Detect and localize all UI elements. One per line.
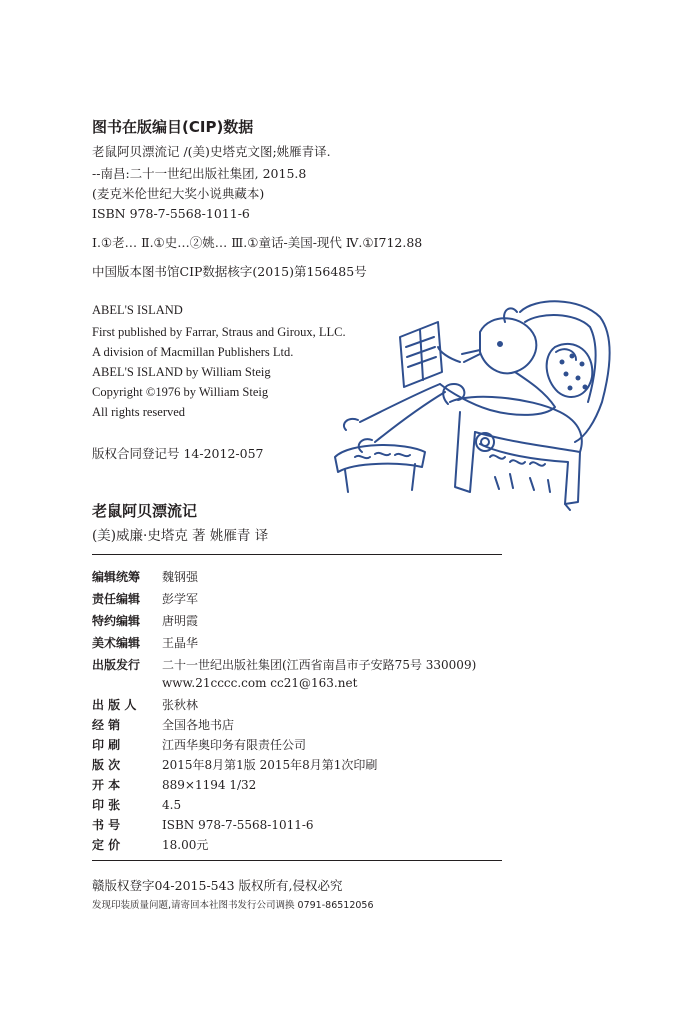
mouse-armchair-illustration (330, 292, 620, 512)
detail-label: 开 本 (92, 778, 121, 792)
detail-value: 18.00元 (162, 838, 209, 852)
detail-value: 全国各地书店 (162, 718, 235, 732)
detail-value: 889×1194 1/32 (162, 778, 257, 792)
en-line-4: ABEL'S ISLAND by William Steig (92, 365, 271, 379)
detail-value: 江西华奥印务有限责任公司 (162, 738, 307, 752)
detail-label: 书 号 (92, 818, 121, 832)
detail-value: 王晶华 (162, 636, 199, 650)
detail-row (92, 736, 306, 753)
detail-label: 印 刷 (92, 738, 121, 752)
cip-title: 图书在版编目(CIP)数据 (92, 118, 254, 136)
detail-label: 特约编辑 (92, 614, 141, 628)
cip-line-1: 老鼠阿贝漂流记 /(美)史塔克文图;姚雁青译. (92, 144, 331, 159)
detail-row (92, 590, 198, 607)
detail-label: 出 版 人 (92, 698, 137, 712)
detail-label: 经 销 (92, 718, 121, 732)
detail-value: 魏钢强 (162, 570, 199, 584)
detail-row (92, 612, 198, 629)
book-authors: (美)威廉·史塔克 著 姚雁青 译 (92, 528, 269, 544)
detail-row (92, 816, 314, 833)
cip-line-6: 中国版本图书馆CIP数据核字(2015)第156485号 (92, 264, 367, 279)
detail-row (92, 676, 357, 690)
divider-top (92, 554, 502, 555)
detail-value: 唐明霞 (162, 614, 199, 628)
book-title: 老鼠阿贝漂流记 (92, 502, 198, 520)
detail-label: 定 价 (92, 838, 121, 852)
detail-row (92, 656, 476, 673)
detail-row (92, 776, 256, 793)
detail-label: 印 张 (92, 798, 121, 812)
quality-notice: 发现印装质量问题,请寄回本社图书发行公司调换 0791-86512056 (92, 900, 374, 911)
detail-row (92, 796, 181, 813)
detail-row (92, 696, 198, 713)
cip-line-4: ISBN 978-7-5568-1011-6 (92, 206, 250, 221)
detail-label: 出版发行 (92, 658, 141, 672)
detail-label: 责任编辑 (92, 592, 141, 606)
detail-row (92, 836, 208, 853)
en-line-6: All rights reserved (92, 405, 186, 419)
detail-value: 彭学军 (162, 592, 199, 606)
detail-row (92, 634, 198, 651)
detail-value: 4.5 (162, 798, 182, 812)
en-line-5: Copyright ©1976 by William Steig (92, 385, 269, 399)
copyright-notice: 赣版权登字04-2015-543 版权所有,侵权必究 (92, 878, 343, 893)
contract-registration: 版权合同登记号 14-2012-057 (92, 446, 264, 461)
detail-label: 美术编辑 (92, 636, 141, 650)
detail-value: 二十一世纪出版社集团(江西省南昌市子安路75号 330009) (162, 658, 477, 672)
detail-value: 张秋林 (162, 698, 199, 712)
divider-bottom (92, 860, 502, 861)
detail-row (92, 568, 198, 585)
en-line-1: ABEL'S ISLAND (92, 303, 183, 317)
detail-row (92, 716, 234, 733)
detail-row (92, 756, 377, 773)
cip-line-3: (麦克米伦世纪大奖小说典藏本) (92, 186, 265, 201)
detail-label: 编辑统筹 (92, 570, 141, 584)
detail-value: ISBN 978-7-5568-1011-6 (162, 818, 314, 832)
en-line-3: A division of Macmillan Publishers Ltd. (92, 345, 294, 359)
detail-label: 版 次 (92, 758, 121, 772)
detail-value: www.21cccc.com cc21@163.net (162, 676, 358, 690)
cip-line-2: --南昌:二十一世纪出版社集团, 2015.8 (92, 166, 307, 181)
cip-line-5: Ⅰ.①老… Ⅱ.①史…②姚… Ⅲ.①童话-美国-现代 Ⅳ.①I712.88 (92, 235, 423, 250)
en-line-2: First published by Farrar, Straus and Giroux, LLC. (92, 325, 346, 339)
detail-value: 2015年8月第1版 2015年8月第1次印刷 (162, 758, 378, 772)
